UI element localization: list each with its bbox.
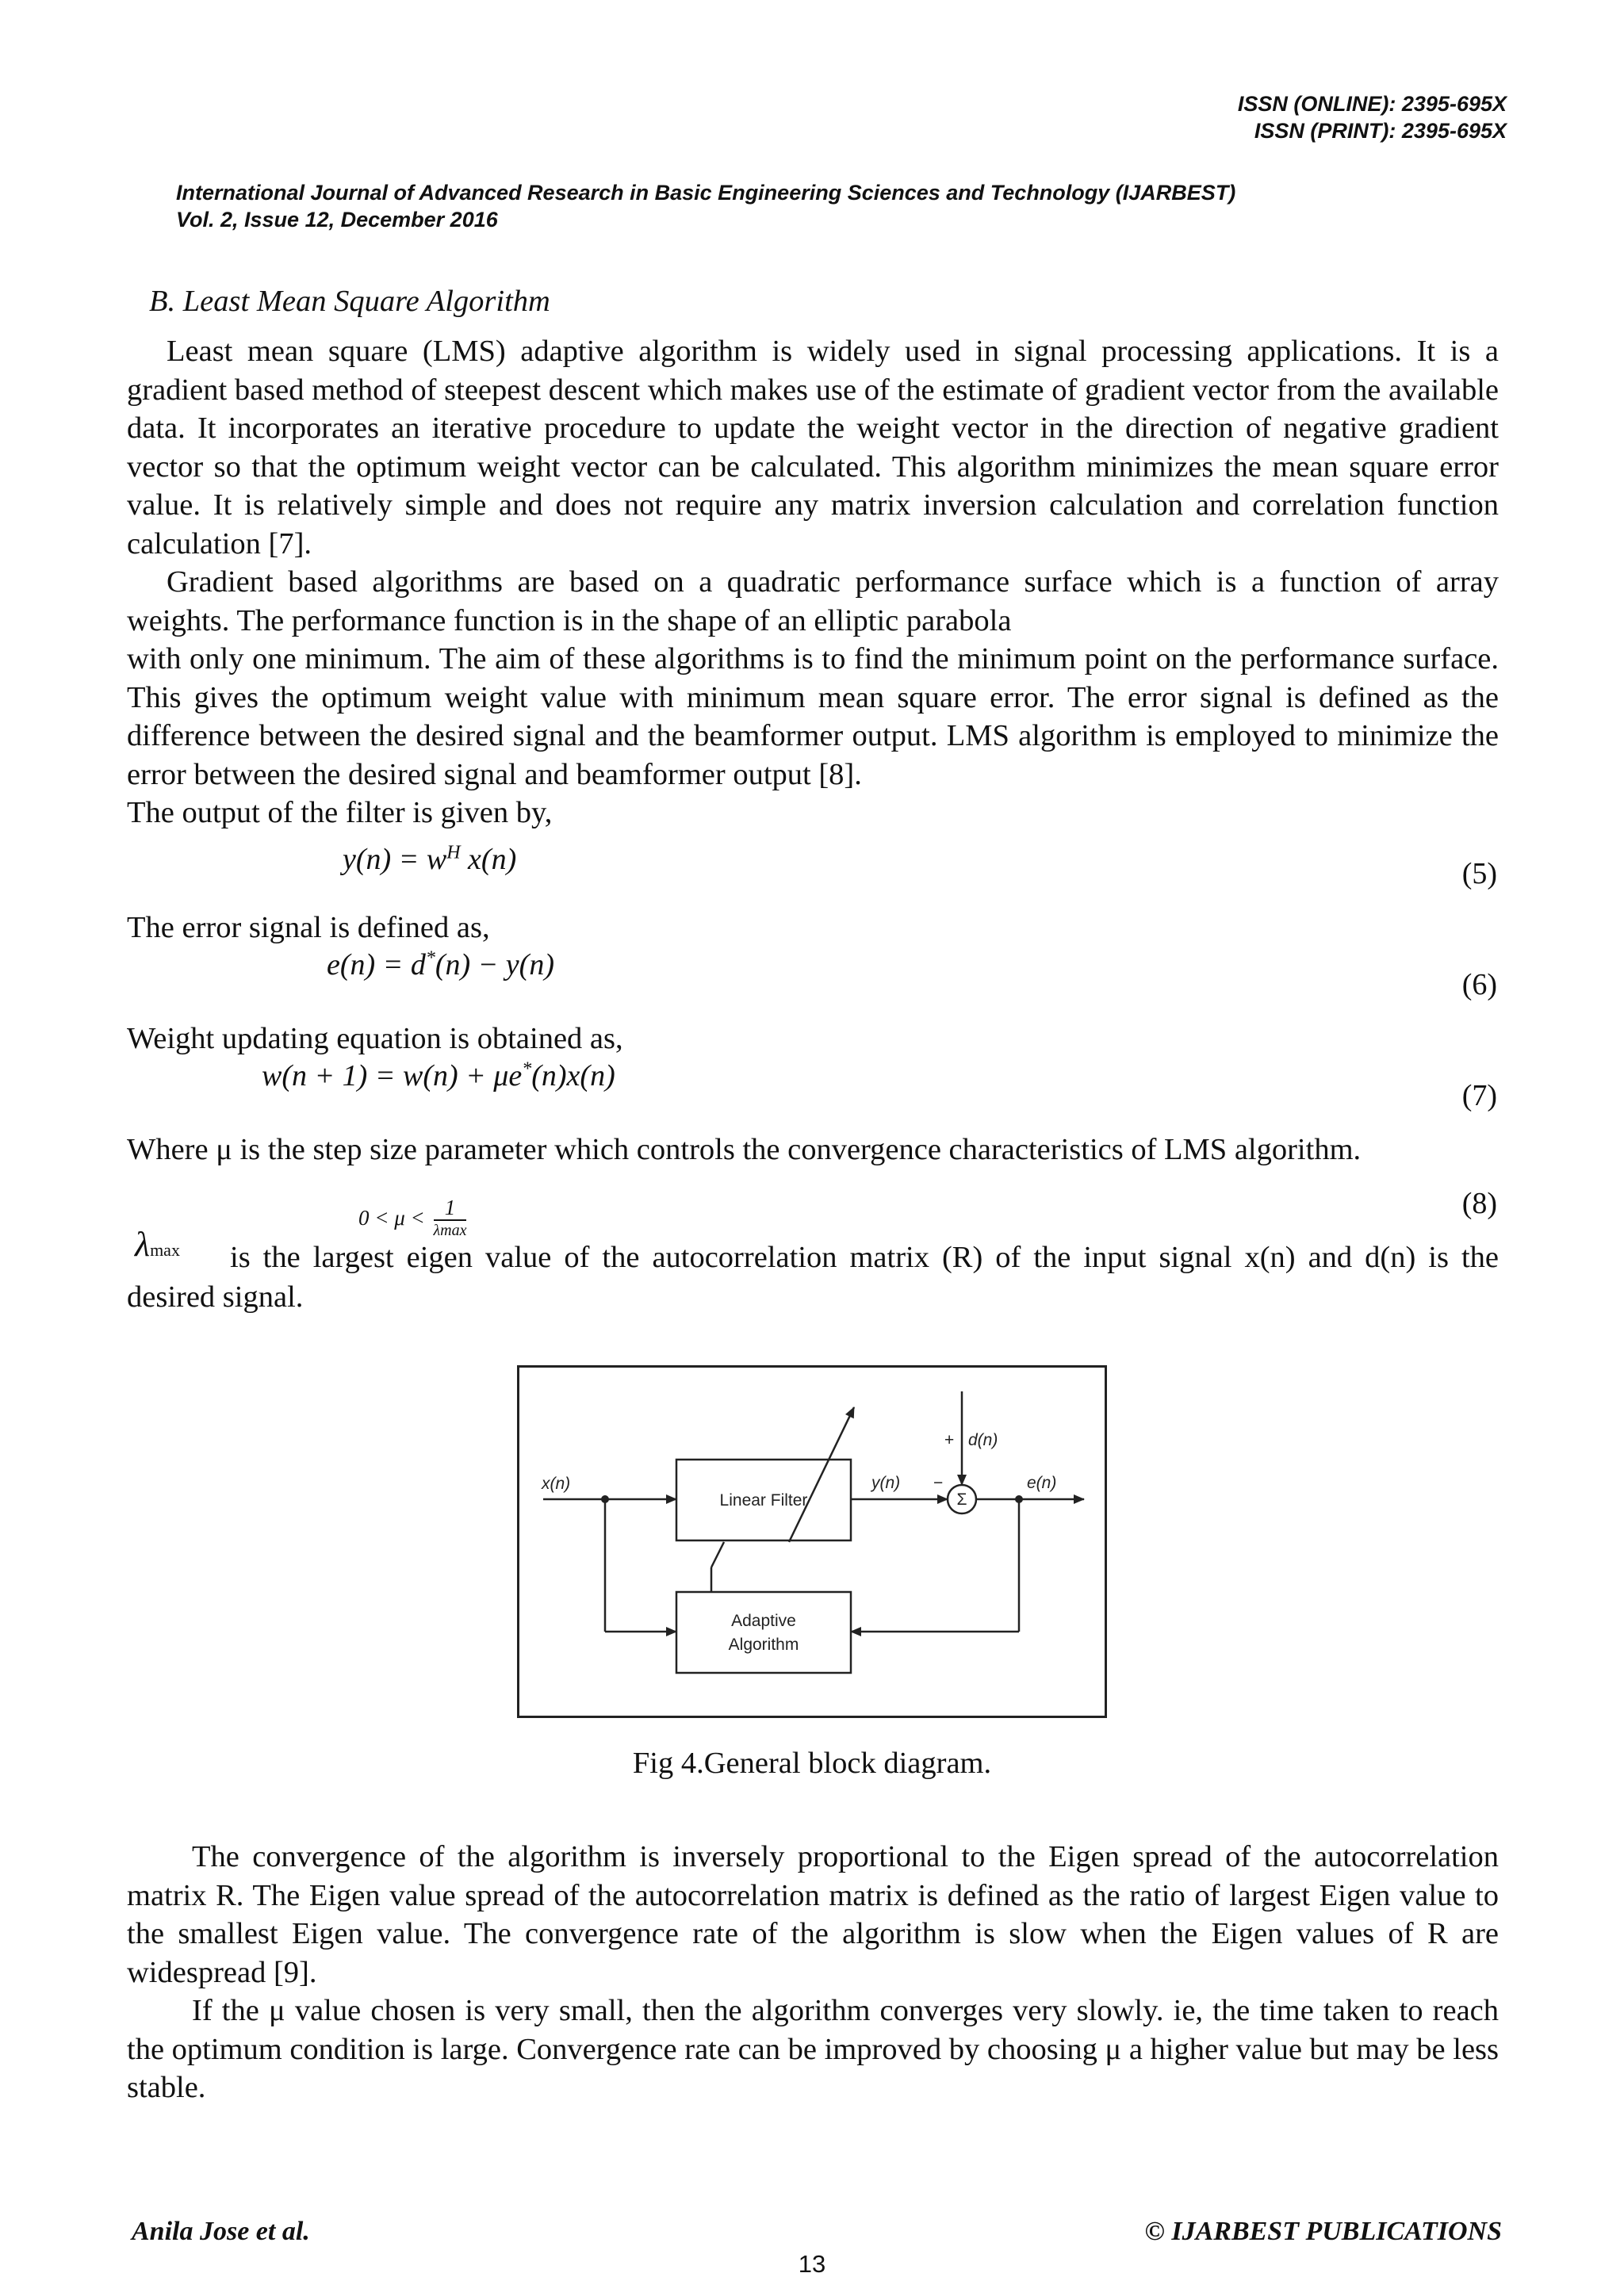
issn-block: [1238, 90, 1507, 144]
issn-print: ISSN (PRINT): 2395-695X: [1254, 119, 1507, 143]
section-body: [127, 332, 1499, 832]
label-linear-filter: Linear Filter: [719, 1491, 808, 1510]
paragraph-lms-intro: Least mean square (LMS) adaptive algorithm is widely used in signal processing applications. It is a gradient based method of steepest descent which makes use of the estimate of gradient vector from the available data. It incorporates an iterative procedure to update the weight vector in the direction of negative gradient vector so that the optimum weight vector can be calculated. This algorithm minimizes the mean square error value. It is relatively simple and does not require any matrix inversion calculation and correlation function calculation [7].: [127, 335, 1499, 561]
journal-name: International Journal of Advanced Research in Basic Engineering Sciences and Technology (IJARBEST): [176, 181, 1236, 205]
adaptive-link-diagonal: [711, 1542, 724, 1567]
footer-author: Anila Jose et al.: [132, 2217, 310, 2246]
journal-header: [176, 179, 1235, 233]
figure-frame: [517, 1365, 1107, 1718]
footer-publisher: © IJARBEST PUBLICATIONS: [1144, 2217, 1502, 2246]
equation-6: e(n) = d*(n) − y(n): [327, 947, 554, 982]
weight-intro: Weight updating equation is obtained as,: [127, 1022, 623, 1055]
label-sum: Σ: [956, 1490, 967, 1509]
figure-caption: Fig 4.General block diagram.: [632, 1747, 992, 1780]
issn-online: ISSN (ONLINE): 2395-695X: [1237, 92, 1507, 116]
label-adaptive-line1: Adaptive: [731, 1612, 796, 1630]
paragraph-gradient-b: with only one minimum. The aim of these algorithms is to find the minimum point on the performance surface. This gives the optimum weight value with minimum mean square error. The error signal is defined as the difference between the desired signal and the beamformer output. LMS algorithm is employed to minimize the error between the desired signal and beamformer output [8].: [127, 642, 1499, 791]
paragraph-convergence: The convergence of the algorithm is inversely proportional to the Eigen spread of the autocorrelation matrix R. The Eigen value spread of the autocorrelation matrix is defined as the ratio of largest Eigen value to the smallest Eigen value. The convergence rate of the algorithm is slow when the Eigen values of R are widespread [9].: [127, 1840, 1499, 1989]
label-adaptive-line2: Algorithm: [728, 1636, 799, 1654]
error-intro: The error signal is defined as,: [127, 911, 490, 944]
section-title: B. Least Mean Square Algorithm: [149, 285, 550, 318]
equation-8-denominator: λmax: [433, 1222, 467, 1239]
label-filter-output: y(n): [871, 1474, 901, 1492]
paragraph-gradient-a: Gradient based algorithms are based on a quadratic performance surface which is a function of array weights. The performance function is in the shape of an elliptic parabola: [127, 565, 1499, 637]
equation-6-number: (6): [1461, 968, 1497, 1001]
journal-volume: Vol. 2, Issue 12, December 2016: [176, 208, 498, 232]
lambda-subscript: max: [150, 1240, 180, 1260]
equation-8-inequality: 0 < μ <: [358, 1205, 425, 1230]
equation-5: $y(n) = w^H$ x(n): [343, 842, 517, 876]
page-number: 13: [798, 2250, 826, 2278]
label-plus: +: [944, 1431, 955, 1449]
block-diagram: [519, 1368, 1105, 1716]
label-minus: −: [933, 1474, 944, 1492]
equation-5-number: (5): [1461, 857, 1497, 890]
lambda-description-line1: is the largest eigen value of the autocorrelation matrix (R) of the input signal x(n) and d(n) is the: [230, 1241, 1499, 1274]
filter-output-intro: The output of the filter is given by,: [127, 796, 553, 829]
label-desired: d(n): [968, 1431, 998, 1449]
equation-8-numerator: 1: [434, 1196, 467, 1221]
closing-body: [127, 1838, 1499, 2107]
label-error: e(n): [1027, 1474, 1057, 1492]
adaptive-algorithm-box: [676, 1592, 851, 1673]
lambda-description-line2: desired signal.: [127, 1280, 304, 1314]
equation-7: w(n + 1) = w(n) + μe*(n)x(n): [262, 1058, 615, 1093]
equation-8: [358, 1196, 466, 1240]
mu-description: Where μ is the step size parameter which controls the convergence characteristics of LMS algorithm.: [127, 1133, 1362, 1166]
lambda-symbol: λmax: [135, 1225, 180, 1264]
equation-8-fraction: [434, 1196, 467, 1240]
equation-7-number: (7): [1461, 1079, 1497, 1112]
label-input: x(n): [542, 1475, 571, 1493]
equation-8-number: (8): [1461, 1187, 1497, 1220]
paragraph-step-size: If the μ value chosen is very small, then the algorithm converges very slowly. ie, the time taken to reach the optimum condition is large. Convergence rate can be improved by choosing μ a higher value but may be less stable.: [127, 1994, 1499, 2104]
